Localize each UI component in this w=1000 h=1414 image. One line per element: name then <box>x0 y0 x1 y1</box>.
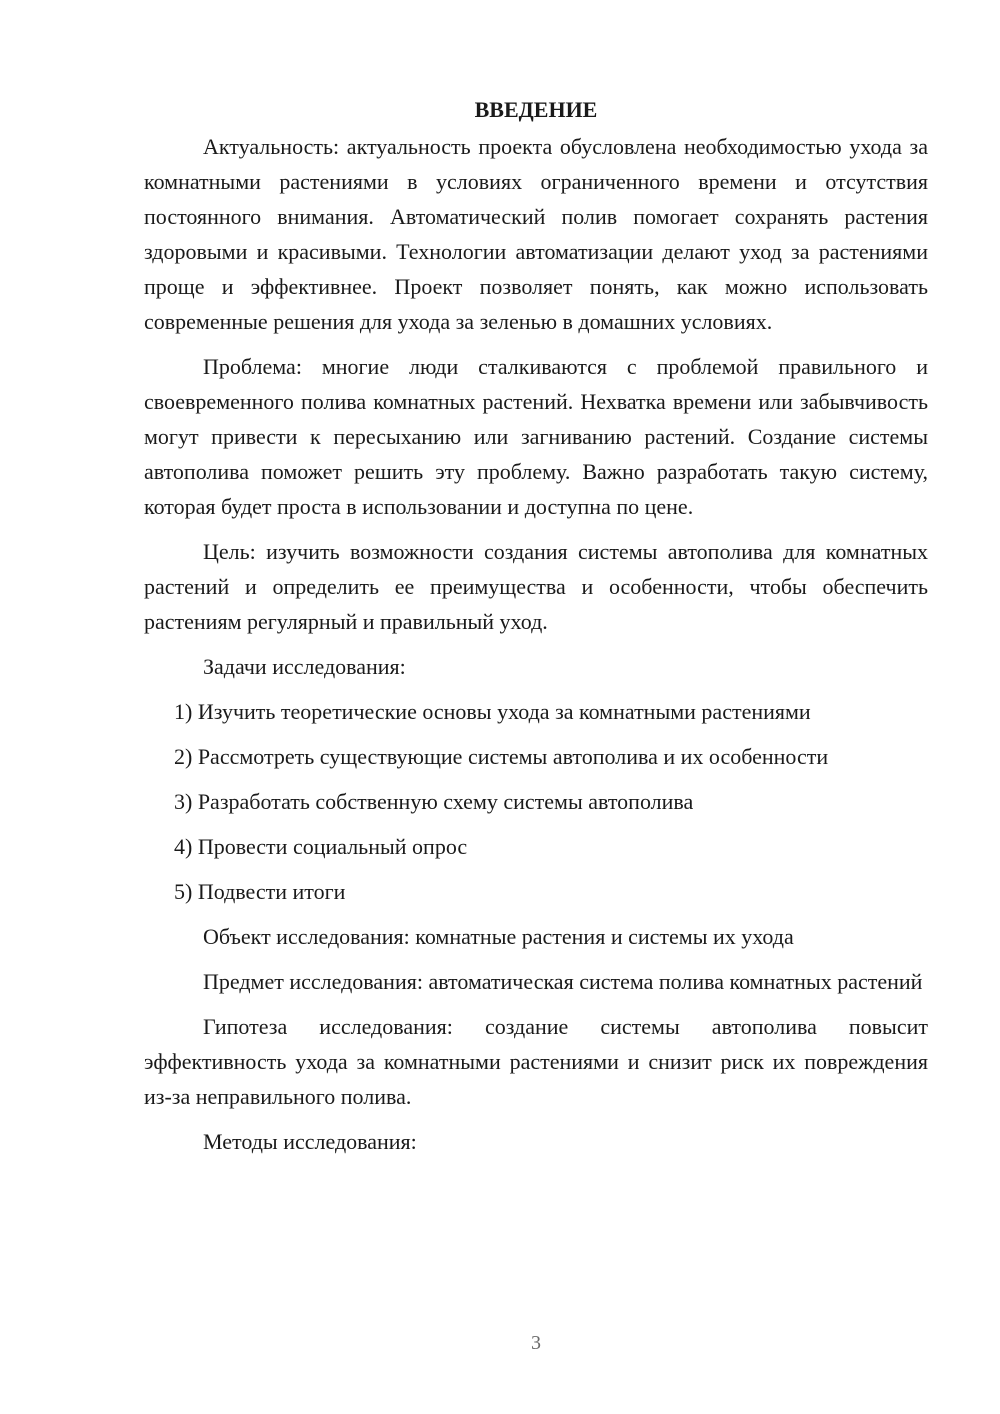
list-item: 2) Рассмотреть существующие системы автополива и их особенности <box>174 744 829 769</box>
object-paragraph: Объект исследования: комнатные растения и системы их ухода <box>203 924 794 949</box>
list-item: 3) Разработать собственную схему системы автополива <box>174 789 694 814</box>
problem-paragraph: Проблема: многие люди сталкиваются с проблемой правильного и своевременного полива комнатных растений. Нехватка времени или забывчивость могут привести к пересыханию или загниванию растений. Создание системы автополива поможет решить эту проблему. Важно разработать такую систему, которая будет проста в использовании и доступна по цене. <box>144 354 928 519</box>
page-title: ВВЕДЕНИЕ <box>474 97 598 122</box>
page-body <box>144 92 928 1169</box>
relevance-paragraph: Актуальность: актуальность проекта обусловлена необходимостью ухода за комнатными растениями в условиях ограниченного времени и отсутствия постоянного внимания. Автоматический полив помогает сохранять растения здоровыми и красивыми. Технологии автоматизации делают уход за растениями проще и эффективнее. Проект позволяет понять, как можно использовать современные решения для ухода за зеленью в домашних условиях. <box>144 134 928 334</box>
list-item: 4) Провести социальный опрос <box>174 834 468 859</box>
list-item: 5) Подвести итоги <box>174 879 346 904</box>
page-number: 3 <box>531 1332 541 1354</box>
tasks-list <box>144 694 928 909</box>
hypothesis-paragraph: Гипотеза исследования: создание системы автополива повысит эффективность ухода за комнатными растениями и снизит риск их повреждения из-за неправильного полива. <box>144 1014 928 1109</box>
tasks-heading: Задачи исследования: <box>203 654 406 679</box>
methods-heading: Методы исследования: <box>203 1129 417 1154</box>
list-item: 1) Изучить теоретические основы ухода за комнатными растениями <box>174 699 811 724</box>
subject-paragraph: Предмет исследования: автоматическая система полива комнатных растений <box>203 969 923 994</box>
goal-paragraph: Цель: изучить возможности создания системы автополива для комнатных растений и определить ее преимущества и особенности, чтобы обеспечить растениям регулярный и правильный уход. <box>144 539 928 634</box>
